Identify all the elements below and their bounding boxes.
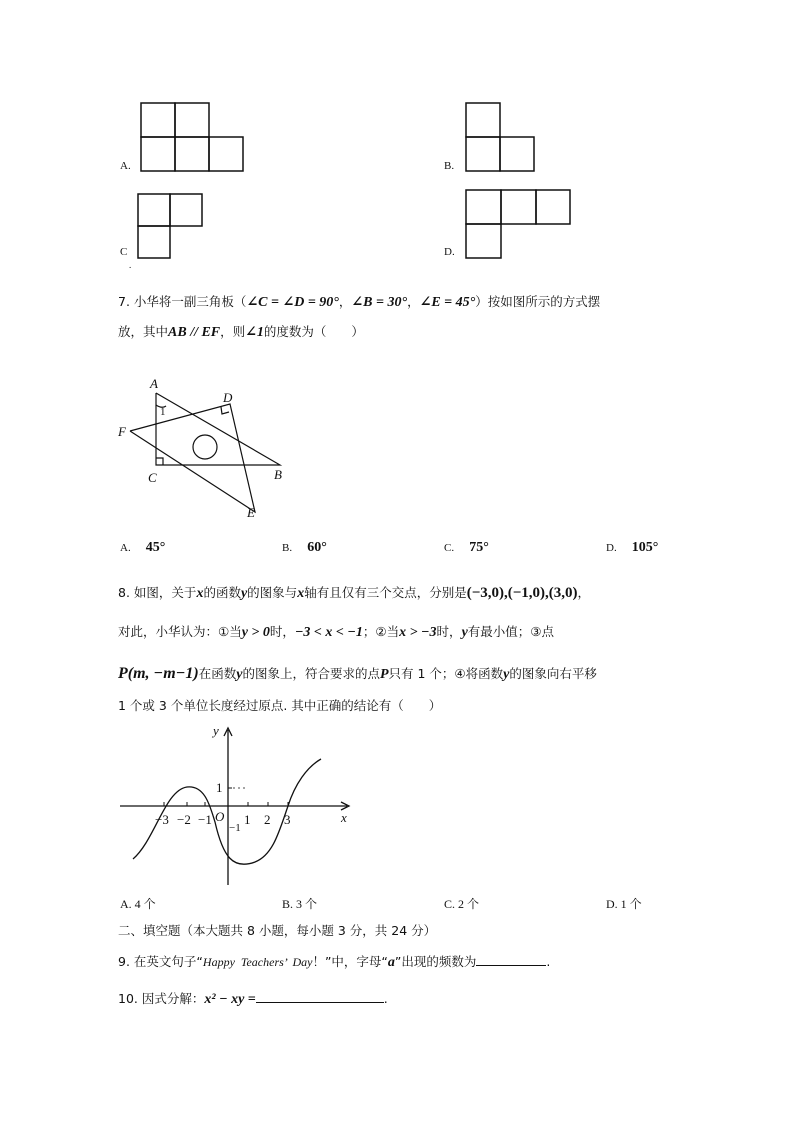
q7-number: 7. <box>118 294 130 309</box>
q7-text-d: ，则 <box>220 324 246 339</box>
q8-line1: 8. 如图，关于x的函数y的图象与x轴有且仅有三个交点，分别是(−3,0),(−1,0),(3,0)， <box>118 585 591 601</box>
q8-line3: P(m, −m−1)在函数y的图象上，符合要求的点P只有 1 个；④将函数y的图象向右平移 <box>118 665 597 682</box>
q7-label-e: E <box>247 505 255 520</box>
q6-figure-a <box>140 102 244 172</box>
q7-text-b: ）按如图所示的方式摆 <box>475 294 601 309</box>
q8-origin-label: O <box>215 809 225 824</box>
q7-option-d[interactable]: D. 105° <box>606 540 659 555</box>
q8-option-b[interactable]: B. 3 个 <box>282 897 318 911</box>
q7-line2 <box>118 322 364 341</box>
q10-answer-blank[interactable] <box>256 1001 384 1003</box>
q7-sep1: ， <box>338 294 352 309</box>
section-2-title: 二、填空题（本大题共 8 小题，每小题 3 分，共 24 分） <box>118 923 437 938</box>
q8-x-axis-label: x <box>341 810 347 825</box>
q9-sentence: Happy Teachers’ Day <box>202 955 313 969</box>
q6-figure-c <box>137 193 203 259</box>
question-9: 9. 在英文句子“Happy Teachers’ Day！”中，字母“a”出现的频数为 . <box>118 954 551 970</box>
q8-tick-y1: 1 <box>216 780 223 795</box>
q8-function-graph <box>115 722 365 892</box>
q6-option-c-dot: . <box>129 260 132 270</box>
q8-line2: 对此，小华认为：①当y > 0时，−3 < x < −1；②当x > −3时，y有最小值；③点 <box>118 624 554 640</box>
q7-label-c: C <box>148 470 157 485</box>
q6-option-d-label[interactable]: D. <box>444 246 455 258</box>
q8-range1: −3 < x < −1 <box>294 625 363 640</box>
q8-option-c[interactable]: C. 2 个 <box>444 897 480 911</box>
q7-label-d: D <box>223 390 233 405</box>
q6-figure-d <box>465 189 571 259</box>
q9-letter: a <box>387 955 395 970</box>
q8-tick-2: 2 <box>264 812 271 827</box>
q7-sep2: ， <box>407 294 420 309</box>
q9-answer-blank[interactable] <box>476 964 546 966</box>
q8-tick-1: 1 <box>244 812 251 827</box>
q8-tick-3: 3 <box>284 812 291 827</box>
q6-option-b-label[interactable]: B. <box>444 160 455 172</box>
q8-cond2: x > −3 <box>399 625 437 640</box>
q8-tick-neg1: −1 <box>198 812 212 827</box>
q7-angle-e: ∠E = 45° <box>419 295 476 310</box>
q7-option-a[interactable]: A. 45° <box>120 540 166 555</box>
q6-figure-b <box>465 102 535 172</box>
q7-label-1: 1 <box>160 406 166 418</box>
q7-text-e: 的度数为（ ） <box>263 324 364 339</box>
q7-label-b: B <box>274 467 282 482</box>
q7-angles: ∠C = ∠D = 90° <box>246 295 339 310</box>
q8-tick-yneg1: −1 <box>229 822 241 834</box>
q7-parallel: AB // EF <box>168 325 221 340</box>
q6-option-c-label[interactable]: C <box>120 246 128 258</box>
question-10: 10. 因式分解：x² − xy = . <box>118 991 388 1007</box>
q7-line1 <box>118 292 600 311</box>
q7-text-c: 放，其中 <box>118 324 169 339</box>
q7-text-a: 小华将一副三角板（ <box>133 294 247 309</box>
q8-line4: 1 个或 3 个单位长度经过原点. 其中正确的结论有（ ） <box>118 698 442 713</box>
q7-triangle-figure <box>110 372 310 522</box>
q7-option-b[interactable]: B. 60° <box>282 540 327 555</box>
q8-tick-neg2: −2 <box>177 812 191 827</box>
q8-option-a[interactable]: A. 4 个 <box>120 897 156 911</box>
q8-point-p: P(m, −m−1) <box>118 665 199 682</box>
q8-points: (−3,0),(−1,0),(3,0) <box>466 585 578 601</box>
q8-option-d[interactable]: D. 1 个 <box>606 897 642 911</box>
q8-cond1: y > 0 <box>241 625 270 640</box>
q7-label-f: F <box>118 424 126 439</box>
q7-label-a: A <box>150 376 158 391</box>
q7-angle-b: ∠B = 30° <box>351 295 408 310</box>
q8-tick-neg3: −3 <box>155 812 169 827</box>
q10-expression: x² − xy = <box>204 992 256 1007</box>
q7-angle1: ∠1 <box>245 325 264 340</box>
q8-y-axis-label: y <box>213 723 219 738</box>
q6-option-a-label[interactable]: A. <box>120 160 131 172</box>
q7-option-c[interactable]: C. 75° <box>444 540 489 555</box>
